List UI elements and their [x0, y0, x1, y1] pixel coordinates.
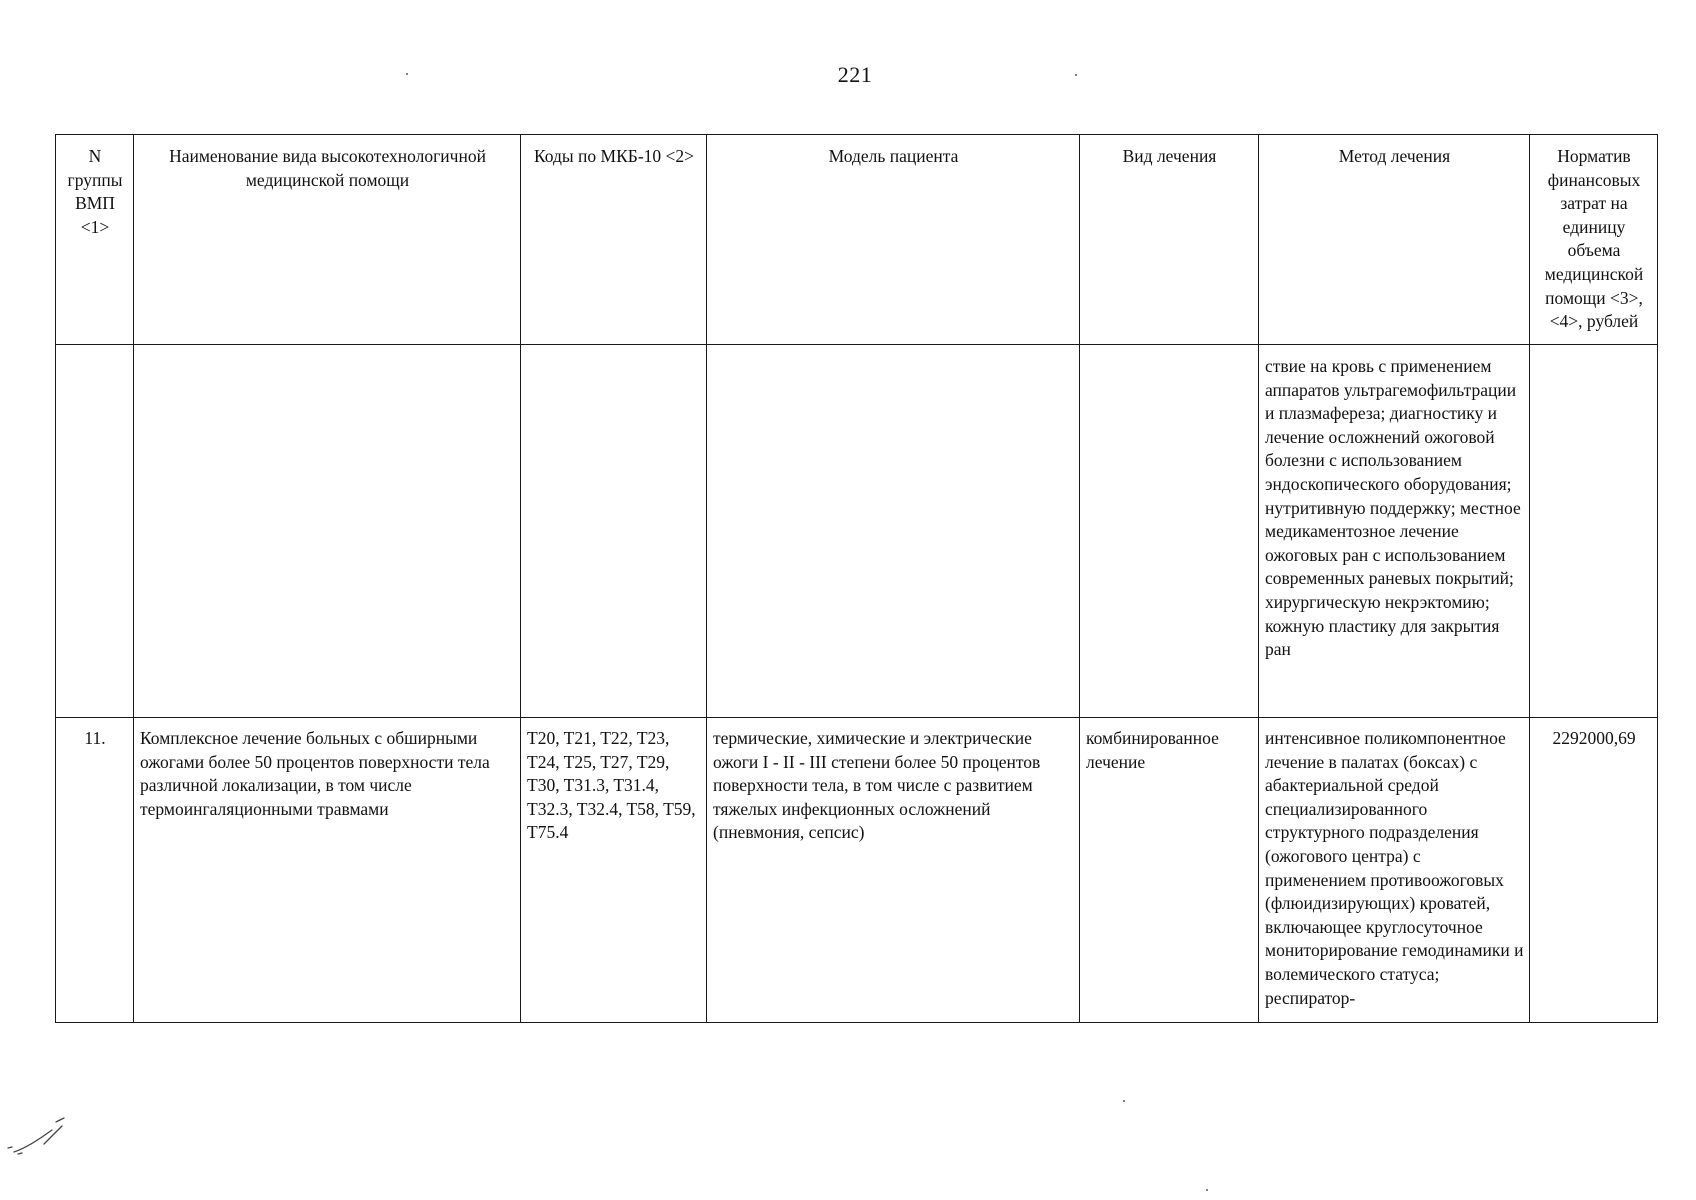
vmp-table — [55, 134, 1658, 1023]
cell-group-number: 11. — [56, 718, 134, 1023]
cell-cost-norm: 2292000,69 — [1530, 718, 1658, 1023]
table-row-continuation — [56, 345, 1658, 718]
header-treatment-type: Вид лечения — [1080, 135, 1259, 345]
cell-codes — [521, 345, 707, 718]
table-row — [56, 718, 1658, 1023]
header-codes: Коды по МКБ-10 <2> — [521, 135, 707, 345]
cell-group-number — [56, 345, 134, 718]
pen-mark-decoration — [4, 1110, 74, 1160]
scan-speck — [1075, 74, 1077, 76]
cell-cost-norm — [1530, 345, 1658, 718]
header-name: Наименование вида высокотехнологичной медицинской помощи — [134, 135, 521, 345]
scan-speck — [1206, 1189, 1208, 1191]
scan-speck — [1123, 1100, 1125, 1102]
table-header-row — [56, 135, 1658, 345]
cell-treatment-type — [1080, 345, 1259, 718]
cell-treatment-type: комбинированное лечение — [1080, 718, 1259, 1023]
header-group-number: N группы ВМП <1> — [56, 135, 134, 345]
cell-codes: T20, T21, T22, T23, T24, T25, T27, T29, T30, T31.3, T31.4, T32.3, T32.4, T58, T59, T75.4 — [521, 718, 707, 1023]
cell-treatment-method: интенсивное поликомпонентное лечение в палатах (боксах) с абактериальной средой специализированного структурного подразделения (ожогового центра) с применением противоожоговых (флюидизирующих) кроватей, включающее круглосуточное мониторирование гемодинамики и волемического статуса; респиратор- — [1259, 718, 1530, 1023]
cell-patient-model: термические, химические и электрические ожоги I - II - III степени более 50 процентов поверхности тела, в том числе с развитием тяжелых инфекционных осложнений (пневмония, сепсис) — [707, 718, 1080, 1023]
header-treatment-method: Метод лечения — [1259, 135, 1530, 345]
cell-patient-model — [707, 345, 1080, 718]
header-patient-model: Модель пациента — [707, 135, 1080, 345]
scan-speck — [406, 73, 408, 75]
cell-name: Комплексное лечение больных с обширными ожогами более 50 процентов поверхности тела различной локализации, в том числе термоингаляционными травмами — [134, 718, 521, 1023]
header-cost-norm: Норматив финансовых затрат на единицу объема медицинской помощи <3>, <4>, рублей — [1530, 135, 1658, 345]
page-number: 221 — [837, 62, 873, 87]
cell-treatment-method: ствие на кровь с применением аппаратов ультрагемофильтрации и плазмафереза; диагностику и лечение осложнений ожоговой болезни с использованием эндоскопического оборудования; нутритивную поддержку; местное медикаментозное лечение ожоговых ран с использованием современных раневых покрытий; хирургическую некрэктомию; кожную пластику для закрытия ран — [1259, 345, 1530, 718]
cell-name — [134, 345, 521, 718]
